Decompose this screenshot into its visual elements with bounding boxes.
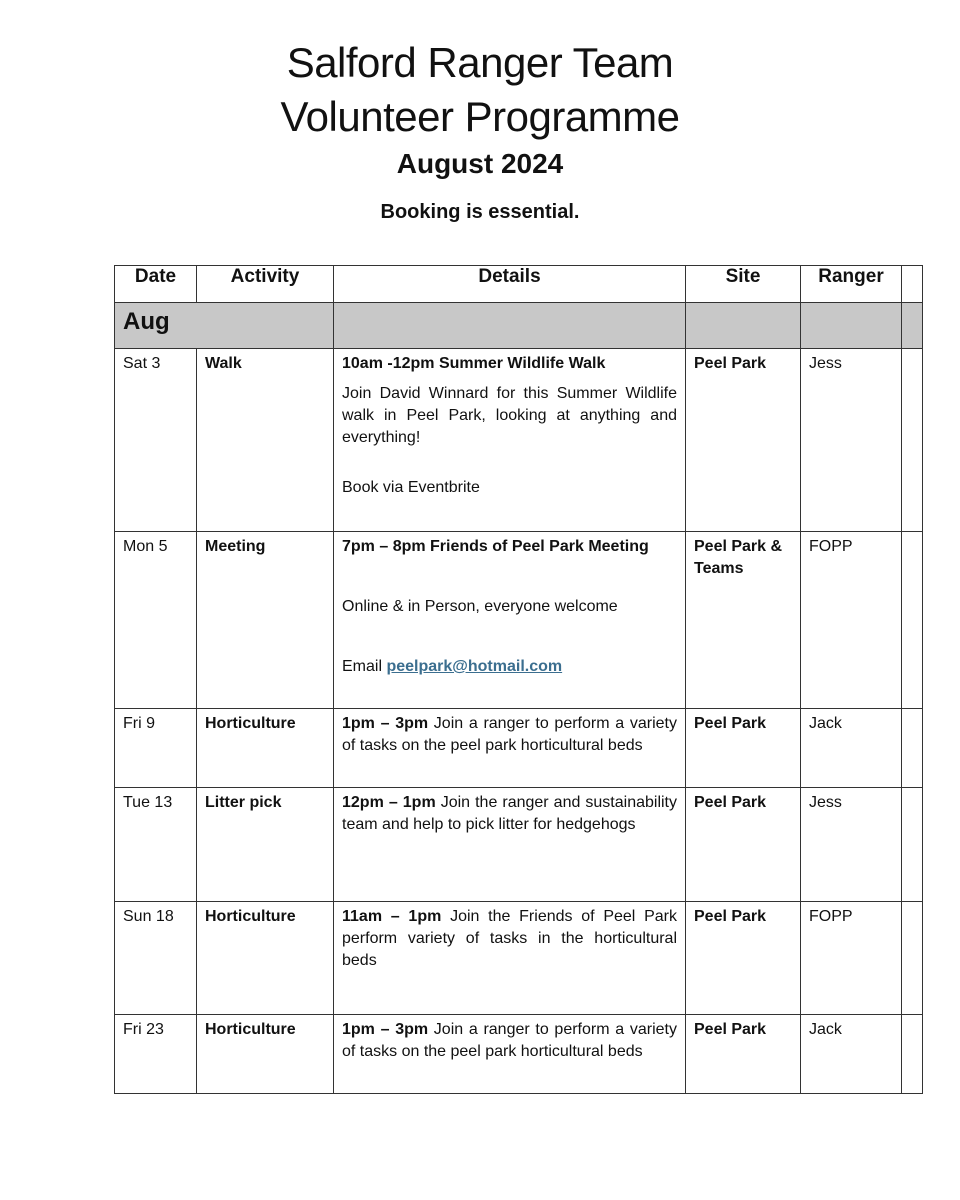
row-site: Peel Park & Teams <box>694 538 783 577</box>
table-row <box>115 902 923 1015</box>
row-date: Fri 9 <box>123 715 155 732</box>
month-row-cell <box>686 303 801 349</box>
row-site: Peel Park <box>694 715 767 732</box>
row-activity: Walk <box>205 355 242 372</box>
column-header-details: Details <box>334 266 686 303</box>
row-blank-cell <box>902 709 923 788</box>
row-details-body: Join David Winnard for this Summer Wildlife walk in Peel Park, looking at anything and everything! <box>342 385 677 446</box>
row-date: Sun 18 <box>123 908 174 925</box>
row-ranger: Jess <box>809 794 842 811</box>
row-details-time: 12pm – 1pm <box>342 794 436 811</box>
row-details <box>334 902 685 972</box>
row-activity: Horticulture <box>205 715 296 732</box>
row-details <box>334 1015 685 1063</box>
row-ranger: Jess <box>809 355 842 372</box>
row-details-time: 11am – 1pm <box>342 908 442 925</box>
row-date: Mon 5 <box>123 538 168 555</box>
month-row-cell <box>334 303 686 349</box>
title-line-2: Volunteer Programme <box>280 93 680 140</box>
email-link[interactable]: peelpark@hotmail.com <box>386 658 563 675</box>
row-ranger: Jack <box>809 1021 842 1038</box>
column-header-activity: Activity <box>197 266 334 303</box>
month-row-cell <box>801 303 902 349</box>
table-row <box>115 709 923 788</box>
row-details <box>334 788 685 836</box>
column-header-blank <box>902 266 923 303</box>
row-ranger: FOPP <box>809 538 853 555</box>
row-activity: Litter pick <box>205 794 282 811</box>
row-activity: Meeting <box>205 538 266 555</box>
row-details-body: Join a ranger to perform a variety of tasks on the peel park horticultural beds <box>342 1021 677 1060</box>
row-site: Peel Park <box>694 794 767 811</box>
row-details <box>334 709 685 757</box>
row-site: Peel Park <box>694 355 767 372</box>
table-row <box>115 532 923 709</box>
month-label: Aug <box>123 308 170 335</box>
row-details-title: 7pm – 8pm Friends of Peel Park Meeting <box>342 538 649 555</box>
row-date: Sat 3 <box>123 355 161 372</box>
column-header-date: Date <box>115 266 197 303</box>
table-row <box>115 1015 923 1094</box>
row-blank-cell <box>902 532 923 709</box>
title-line-1: Salford Ranger Team <box>286 39 674 86</box>
email-label: Email <box>342 658 383 675</box>
column-header-site: Site <box>686 266 801 303</box>
row-details-body: Join the Friends of Peel Park perform variety of tasks in the horticultural beds <box>342 908 677 969</box>
row-details-booking: Book via Eventbrite <box>342 479 480 496</box>
row-date: Fri 23 <box>123 1021 164 1038</box>
row-blank-cell <box>902 902 923 1015</box>
row-blank-cell <box>902 349 923 532</box>
row-ranger: Jack <box>809 715 842 732</box>
month-year-heading: August 2024 <box>396 148 564 179</box>
row-details-email-line <box>342 656 677 678</box>
row-activity: Horticulture <box>205 908 296 925</box>
month-row <box>115 303 923 349</box>
row-site: Peel Park <box>694 1021 767 1038</box>
row-blank-cell <box>902 788 923 902</box>
column-header-ranger: Ranger <box>801 266 902 303</box>
row-site: Peel Park <box>694 908 767 925</box>
row-details-title: 10am -12pm Summer Wildlife Walk <box>342 355 606 372</box>
row-date: Tue 13 <box>123 794 173 811</box>
table-header-row <box>115 266 923 303</box>
month-row-cell <box>902 303 923 349</box>
table-row <box>115 788 923 902</box>
row-details-body: Join the ranger and sustainability team and help to pick litter for hedgehogs <box>342 794 678 833</box>
row-ranger: FOPP <box>809 908 853 925</box>
programme-table <box>114 265 923 1094</box>
table-row <box>115 349 923 532</box>
row-details-time: 1pm – 3pm <box>342 1021 429 1038</box>
row-details-body: Join a ranger to perform a variety of tasks on the peel park horticultural beds <box>342 715 677 754</box>
booking-notice: Booking is essential. <box>380 201 580 223</box>
row-details-time: 1pm – 3pm <box>342 715 429 732</box>
row-details-body: Online & in Person, everyone welcome <box>342 598 618 615</box>
row-blank-cell <box>902 1015 923 1094</box>
row-activity: Horticulture <box>205 1021 296 1038</box>
